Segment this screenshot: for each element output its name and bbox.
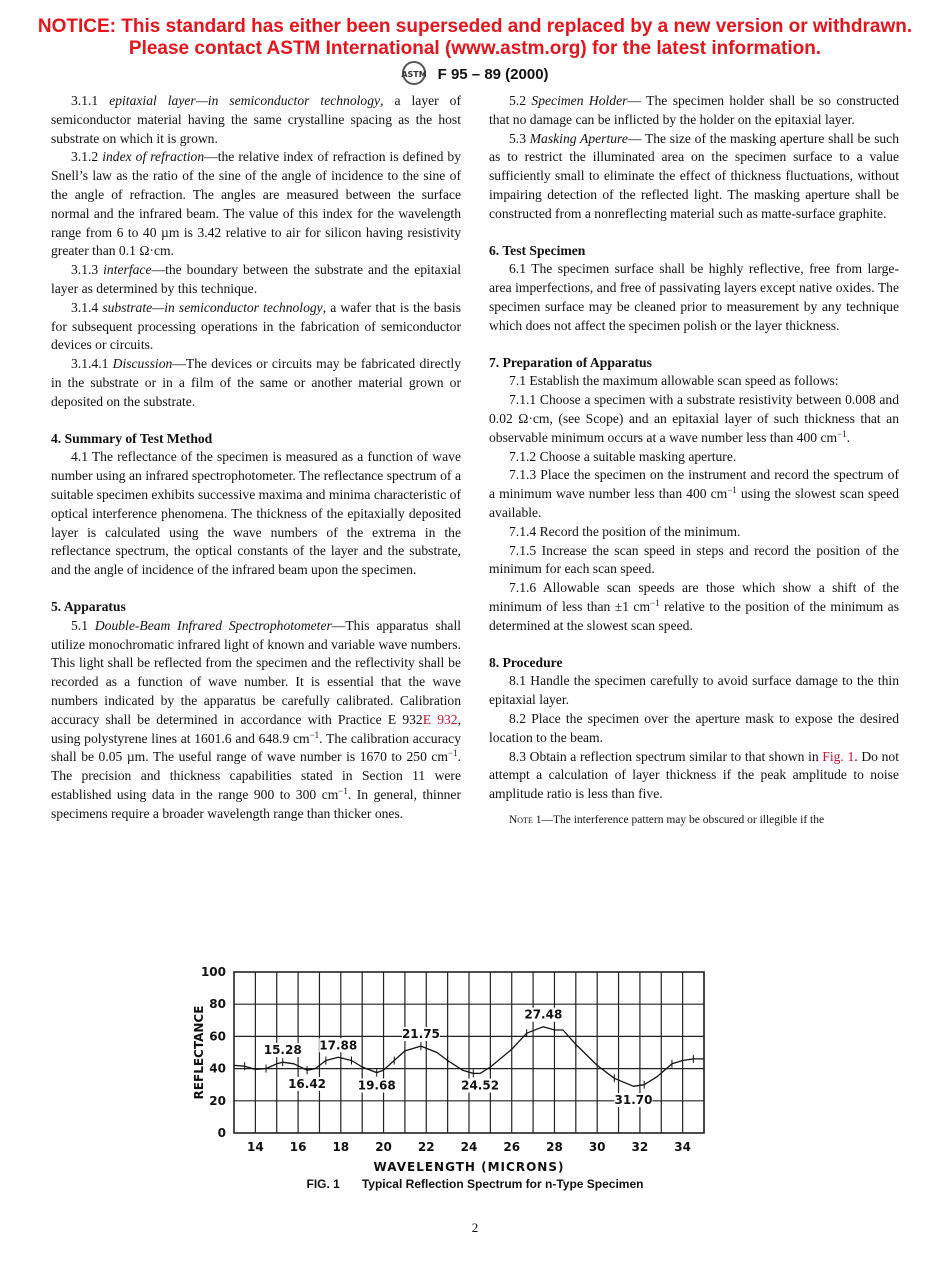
paragraph	[51, 448, 461, 580]
text: , using polystyrene lines at 1601.6 and 648.9 cm	[51, 711, 461, 746]
text: 7. Preparation of Apparatus	[489, 354, 652, 370]
text: — The size of the masking aperture shall be such as to restrict the illuminated area on the specimen surface to a value sufficiently small to eliminate the effect of thickness fluctuations, without impairing detection of the reflected light. The masking aperture shall be constructed from a nonreflecting material such as matte-surface graphite.	[489, 130, 899, 221]
x-tick-label: 24	[460, 1140, 478, 1154]
text: 3.1.4	[71, 299, 103, 315]
extremum-label: 21.75	[401, 1027, 440, 1042]
text: 6.1 The specimen surface shall be highly reflective, free from large-area imperfections, and free of passivating layers except native oxides. The specimen surface may be cleaned prior to measurement by any technique which does not affect the specimen polish or the layer thickness.	[489, 261, 899, 333]
extremum-label: 16.42	[288, 1076, 327, 1091]
text: 7.1.3 Place the specimen on the instrument and record the spectrum of a minimum wave number less than 400 cm	[489, 467, 899, 502]
text: .	[846, 429, 851, 445]
figure-reflection-spectrum	[190, 960, 770, 1200]
notice-line-1: NOTICE: This standard has either been superseded and replaced by a new version or withdrawn.	[37, 16, 913, 37]
paragraph	[51, 148, 461, 261]
section-heading	[489, 354, 899, 373]
extremum-label: 17.88	[319, 1038, 358, 1053]
text: 4.1 The reflectance of the specimen is measured as a function of wave number using an infrared spectrophotometer. The reflectance spectrum of a suitable specimen exhibits successive maxima and minima characteristic of optical interference phenomena. The thickness of the epitaxially deposited layer is calculated using the wave numbers of the extrema in the reflectance spectrum, the optical constants of the layer and the substrate, and the angle of incidence of the infrared beam upon the specimen.	[51, 449, 461, 578]
y-tick-label: 20	[209, 1093, 226, 1108]
text: , a wafer that is the basis for subsequent processing operations in the fabrication of semiconductor devices or circuits.	[51, 299, 461, 353]
x-tick-label: 32	[631, 1140, 649, 1154]
astm-logo-icon	[401, 60, 427, 90]
text: 3.1.1	[71, 93, 110, 108]
section-heading	[51, 430, 461, 449]
superscript: −1	[309, 729, 320, 740]
paragraph	[489, 92, 899, 130]
extremum-label: 24.52	[461, 1078, 500, 1093]
text: 6. Test Specimen	[489, 242, 586, 258]
text: , a layer of semiconductor material having the same crystalline spacing as the host substrate on which it is grown.	[51, 93, 462, 146]
text: 8. Procedure	[489, 654, 563, 670]
reflectance-chart	[190, 960, 770, 1200]
term: substrate—in semiconductor technology	[102, 299, 323, 315]
text: Note	[509, 813, 533, 826]
text: 4. Summary of Test Method	[51, 430, 213, 446]
text: 5. Apparatus	[51, 598, 126, 614]
text: —The devices or circuits may be fabricated directly in the substrate or in a film of the same or another material grown or deposited on the substrate.	[51, 356, 462, 409]
superscript: −1	[650, 597, 660, 608]
paragraph	[489, 579, 899, 635]
section-heading	[489, 654, 899, 673]
term: index of refraction	[102, 149, 205, 165]
paragraph	[489, 130, 899, 224]
paragraph	[489, 542, 899, 580]
x-tick-label: 28	[546, 1140, 563, 1154]
text: . The calibration accuracy shall be 0.05 µm. The useful range of wave number is 1670 to 250 cm	[51, 730, 461, 765]
extremum-label: 27.48	[524, 1007, 563, 1022]
paragraph	[489, 260, 899, 335]
text: 5.2	[509, 93, 532, 108]
text: 7.1.5 Increase the scan speed in steps and record the position of the minimum for each scan speed.	[489, 542, 899, 577]
text: 1—The interference pattern may be obscured or illegible if the	[532, 813, 825, 826]
text: — The specimen holder shall be so constructed that no damage can be inflicted by the holder on the epitaxial layer.	[489, 93, 900, 127]
svg-text:ASTM: ASTM	[401, 70, 428, 79]
paragraph	[51, 261, 461, 299]
text: 3.1.2	[71, 149, 103, 165]
designation-text: F 95 – 89 (2000)	[437, 65, 549, 83]
text: relative to the position of the minimum as determined at the slowest scan speed.	[489, 598, 899, 633]
y-tick-label: 60	[209, 1029, 226, 1044]
note	[489, 812, 899, 828]
x-tick-label: 20	[375, 1140, 392, 1154]
superscript: −1	[837, 428, 847, 439]
text: —the boundary between the substrate and the epitaxial layer as determined by this technique.	[51, 262, 461, 296]
paragraph	[489, 710, 899, 748]
extremum-label: 15.28	[263, 1043, 302, 1058]
text: . In general, thinner specimens require a broader wavelength range than thicker ones.	[51, 786, 461, 821]
extremum-label: 31.70	[614, 1093, 653, 1108]
paragraph	[489, 391, 899, 447]
text: 8.2 Place the specimen over the aperture mask to expose the desired location to the beam.	[489, 710, 899, 745]
paragraph	[489, 748, 899, 804]
term: Specimen Holder	[531, 93, 628, 108]
superscript: −1	[727, 485, 737, 496]
text: 3.1.4.1	[71, 356, 113, 372]
text: 8.1 Handle the specimen carefully to avoid surface damage to the thin epitaxial layer.	[489, 673, 899, 708]
paragraph	[489, 448, 899, 467]
text: 5.1	[71, 617, 95, 633]
text: . The precision and thickness capabilities stated in Section 11 were established using data in the range 900 to 300 cm	[51, 749, 461, 802]
extremum-label: 19.68	[357, 1078, 396, 1093]
text: . Do not attempt a calculation of layer thickness if the peak amplitude to noise amplitude ratio is less than five.	[489, 748, 899, 802]
term: epitaxial layer—in semiconductor technology	[109, 93, 381, 108]
paragraph	[51, 617, 461, 824]
text: 7.1.4 Record the position of the minimum.	[509, 523, 741, 539]
term: Discussion	[112, 356, 173, 372]
text: —This apparatus shall utilize monochromatic infrared light of known and variable wave numbers. This light shall be reflected from the specimen and the reflectivity shall be recorded as a function of wave number. It is essential that the wave numbers indicated by the apparatus be carefully calibrated. Calibration accuracy shall be determined in accordance with Practice E 932	[51, 617, 461, 727]
left-column	[51, 92, 461, 823]
notice-line-2: Please contact ASTM International (www.astm.org) for the latest information.	[128, 38, 822, 59]
superscript: −1	[448, 748, 458, 759]
page-number: 2	[471, 1220, 479, 1235]
x-tick-label: 30	[588, 1140, 606, 1154]
text: 8.3 Obtain a reflection spectrum similar to that shown in	[509, 748, 823, 764]
term: Masking Aperture	[529, 130, 628, 146]
text: 5.3	[509, 130, 530, 146]
section-heading	[489, 242, 899, 261]
y-tick-label: 40	[209, 1061, 226, 1076]
paragraph	[51, 355, 461, 411]
right-column	[489, 92, 899, 828]
superscript: −1	[338, 785, 348, 796]
y-tick-label: 80	[209, 997, 226, 1012]
text: 7.1.2 Choose a suitable masking aperture.	[509, 448, 737, 464]
text: —the relative index of refraction is defined by Snell’s law as the ratio of the sine of the angle of incidence to the sine of the angle of refraction. The angles are measured between the surface normal and the infrared beam. The value of this index for the wavelength range from 6 to 40 µm is 3.42 relative to air for silicon having resistivity greater than 0.1 Ω·cm.	[51, 149, 462, 259]
paragraph	[489, 466, 899, 522]
term: Double-Beam Infrared Spectrophotometer	[94, 617, 332, 633]
x-axis-label: WAVELENGTH (MICRONS)	[373, 1160, 565, 1174]
text: 7.1 Establish the maximum allowable scan speed as follows:	[509, 373, 839, 389]
x-tick-label: 34	[674, 1140, 691, 1154]
section-heading	[51, 598, 461, 617]
paragraph	[489, 672, 899, 710]
figure-caption-text: Typical Reflection Spectrum for n-Type Specimen	[361, 1177, 644, 1191]
term: interface	[103, 262, 152, 278]
x-tick-label: 22	[417, 1140, 435, 1154]
text: 7.1.6 Allowable scan speeds are those which show a shift of the minimum of less than ±1 cm	[489, 580, 899, 614]
figure-caption	[0, 1177, 950, 1191]
cross-reference-link[interactable]: Fig. 1	[822, 748, 855, 764]
paragraph	[489, 372, 899, 391]
x-tick-label: 18	[332, 1140, 350, 1154]
cross-reference-link[interactable]: E 932	[422, 711, 458, 727]
x-tick-label: 26	[503, 1140, 521, 1154]
paragraph	[489, 523, 899, 542]
y-tick-label: 0	[217, 1126, 226, 1140]
paragraph	[51, 92, 461, 148]
standard-designation	[0, 60, 950, 90]
figure-label: FIG. 1	[306, 1177, 340, 1191]
y-tick-label: 100	[200, 965, 226, 979]
x-tick-label: 14	[247, 1140, 264, 1154]
paragraph	[51, 299, 461, 355]
supersession-notice	[0, 16, 950, 60]
text: 7.1.1 Choose a specimen with a substrate resistivity between 0.008 and 0.02 Ω·cm, (see Scope) and an epitaxial layer of such thickness that an observable minimum occurs at a wave number less than 400 cm	[489, 392, 899, 445]
x-tick-label: 16	[289, 1140, 307, 1154]
text: 3.1.3	[71, 262, 104, 278]
text: using the slowest scan speed available.	[489, 486, 899, 520]
y-axis-label: REFLECTANCE	[192, 1005, 206, 1100]
